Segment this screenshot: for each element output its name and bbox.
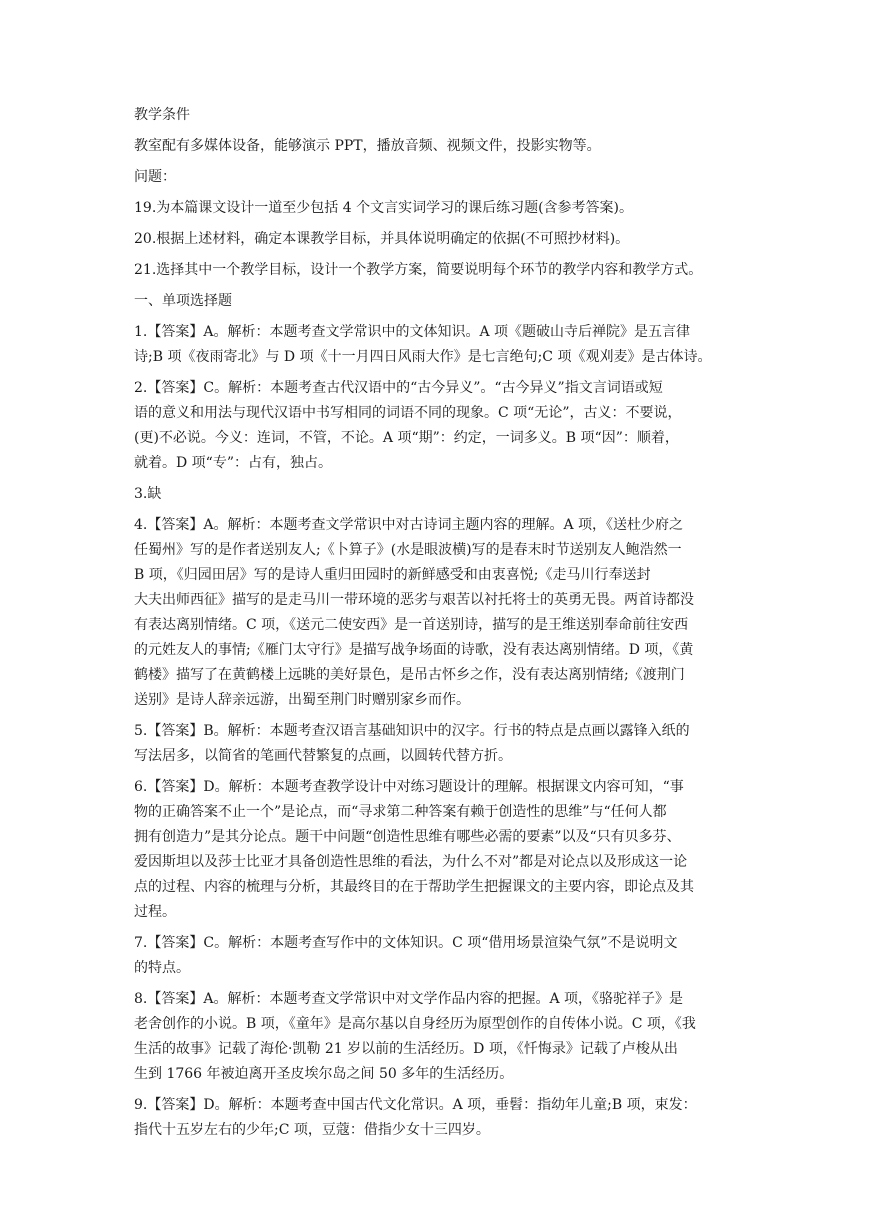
answer-line: 生活的故事》记载了海伦·凯勒 21 岁以前的生活经历。D 项，《忏悔录》记载了卢梭从出 [134, 1041, 678, 1057]
document-page [134, 103, 744, 1149]
answer-line: 5.【答案】B。解析：本题考查汉语言基础知识中的汉字。行书的特点是点画以露锋入纸的 [134, 723, 690, 739]
answer-line: 7.【答案】C。解析：本题考查写作中的文体知识。C 项“借用场景渲染气氛”不是说明文 [134, 935, 678, 951]
answer-line: 就着。D 项“专”：占有，独占。 [134, 455, 332, 471]
answer-3 [134, 482, 744, 507]
answer-line: 8.【答案】A。解析：本题考查文学常识中对文学作品内容的把握。A 项，《骆驼祥子》是 [134, 991, 684, 1007]
answer-line: 的元姓友人的事情;《雁门太守行》是描写战争场面的诗歌，没有表达离别情绪。D 项，《黄 [134, 642, 694, 658]
question-19: 19.为本篇课文设计一道至少包括 4 个文言实词学习的课后练习题(含参考答案)。 [134, 200, 633, 216]
answer-line: 大夫出师西征》描写的是走马川一带环境的恶劣与艰苦以衬托将士的英勇无畏。两首诗都没 [134, 592, 694, 608]
answer-line: 2.【答案】C。解析：本题考查古代汉语中的“古今异义”。“古今异义”指文言词语或短 [134, 380, 663, 396]
answer-line: 过程。 [134, 904, 176, 920]
teaching-conditions-heading: 教学条件 [134, 107, 190, 123]
answer-6 [134, 775, 744, 925]
question-21: 21.选择其中一个教学目标，设计一个教学方案，简要说明每个环节的教学内容和教学方式。 [134, 262, 703, 278]
answer-line: 拥有创造力”是其分论点。题干中问题“创造性思维有哪些必需的要素”以及“只有贝多芬、 [134, 829, 681, 845]
answer-line: 老舍创作的小说。B 项，《童年》是高尔基以自身经历为原型创作的自传体小说。C 项，《我 [134, 1016, 696, 1032]
answer-7 [134, 931, 744, 981]
answer-line: 9.【答案】D。解析：本题考查中国古代文化常识。A 项，垂髫：指幼年儿童;B 项，束发： [134, 1097, 697, 1113]
section-title: 一、单项选择题 [134, 293, 232, 309]
answer-line: 送别》是诗人辞亲远游，出蜀至荆门时赠别家乡而作。 [134, 692, 470, 708]
answer-8 [134, 987, 744, 1087]
answer-line: (更)不必说。今义：连词，不管，不论。A 项“期”：约定，一词多义。B 项“因”：顺着， [134, 430, 679, 446]
answer-line: B 项，《归园田居》写的是诗人重归田园时的新鲜感受和由衷喜悦;《走马川行奉送封 [134, 567, 651, 583]
answer-line: 1.【答案】A。解析：本题考查文学常识中的文体知识。A 项《题破山寺后禅院》是五言律 [134, 324, 691, 340]
answer-5 [134, 719, 744, 769]
answer-line: 3.缺 [134, 486, 162, 502]
answer-9 [134, 1093, 744, 1143]
answer-line: 鹤楼》描写了在黄鹤楼上远眺的美好景色，是吊古怀乡之作，没有表达离别情绪;《渡荆门 [134, 667, 685, 683]
answer-line: 爱因斯坦以及莎士比亚才具备创造性思维的看法，为什么不对”都是对论点以及形成这一论 [134, 854, 688, 870]
teaching-conditions-text: 教室配有多媒体设备，能够演示 PPT，播放音频、视频文件，投影实物等。 [134, 138, 601, 154]
answer-line: 4.【答案】A。解析：本题考查文学常识中对古诗词主题内容的理解。A 项，《送杜少府之 [134, 517, 684, 533]
answer-line: 任蜀州》写的是作者送别友人;《卜算子》(水是眼波横)写的是春末时节送别友人鲍浩然一 [134, 542, 682, 558]
answer-2 [134, 376, 744, 476]
answer-line: 写法居多，以简省的笔画代替繁复的点画，以圆转代替方折。 [134, 748, 512, 764]
questions-heading: 问题： [134, 169, 176, 185]
answer-line: 指代十五岁左右的少年;C 项，豆蔻：借指少女十三四岁。 [134, 1122, 490, 1138]
answer-line: 有表达离别情绪。C 项，《送元二使安西》是一首送别诗，描写的是王维送别奉命前往安西 [134, 617, 689, 633]
answer-line: 物的正确答案不止一个”是论点，而“寻求第二种答案有赖于创造性的思维”与“任何人都 [134, 804, 667, 820]
question-20: 20.根据上述材料，确定本课教学目标，并具体说明确定的依据(不可照抄材料)。 [134, 231, 630, 247]
answer-line: 诗;B 项《夜雨寄北》与 D 项《十一月四日风雨大作》是七言绝句;C 项《观刈麦》是古体诗。 [134, 349, 712, 365]
answer-line: 点的过程、内容的梳理与分析，其最终目的在于帮助学生把握课文的主要内容，即论点及其 [134, 879, 694, 895]
answer-line: 语的意义和用法与现代汉语中书写相同的词语不同的现象。C 项“无论”，古义：不要说， [134, 405, 682, 421]
answer-1 [134, 320, 744, 370]
answer-line: 6.【答案】D。解析：本题考查教学设计中对练习题设计的理解。根据课文内容可知，“事 [134, 779, 684, 795]
answer-4 [134, 513, 744, 713]
answer-line: 的特点。 [134, 960, 190, 976]
answer-line: 生到 1766 年被迫离开圣皮埃尔岛之间 50 多年的生活经历。 [134, 1066, 514, 1082]
